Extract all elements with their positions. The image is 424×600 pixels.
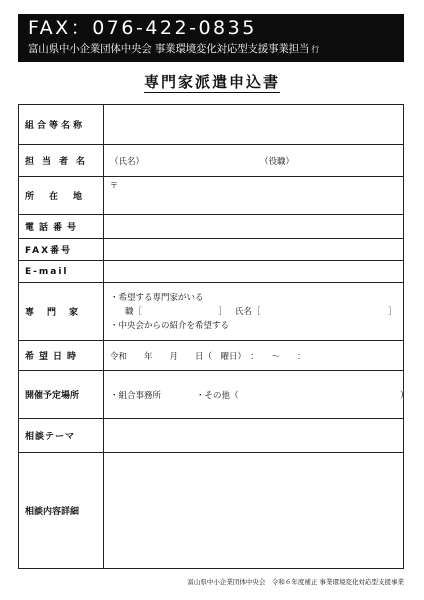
row-person — [19, 145, 404, 177]
label-org-name — [19, 105, 104, 145]
person-title-hint: （役職） — [260, 156, 295, 167]
row-details — [19, 453, 404, 569]
label-expert — [19, 283, 104, 341]
form-title — [0, 72, 424, 92]
expert-option-preferred[interactable]: ・希望する専門家がいる — [110, 292, 204, 303]
email-field[interactable] — [104, 261, 404, 283]
org-name-field[interactable] — [104, 105, 404, 145]
label-details — [19, 453, 104, 569]
row-topic — [19, 419, 404, 453]
row-email — [19, 261, 404, 283]
label-person — [19, 145, 104, 177]
label-topic — [19, 419, 104, 453]
label-details-text: 相談内容詳細 — [25, 507, 80, 517]
topic-field[interactable] — [104, 419, 404, 453]
row-org-name — [19, 105, 404, 145]
fax-banner — [18, 14, 404, 62]
postal-mark: 〒 — [110, 181, 118, 190]
label-address — [19, 177, 104, 215]
label-email — [19, 261, 104, 283]
expert-name[interactable]: 氏名［ ］ — [235, 306, 397, 317]
label-email-text: E-mail — [25, 266, 69, 277]
label-date — [19, 341, 104, 371]
row-address — [19, 177, 404, 215]
expert-option-referral[interactable]: ・中央会からの紹介を希望する — [110, 320, 230, 331]
venue-option-office[interactable]: ・組合事務所 — [110, 390, 162, 401]
label-person-text: 担当者名 — [25, 157, 94, 167]
label-topic-text: 相談テーマ — [25, 432, 76, 442]
expert-field[interactable] — [104, 283, 404, 341]
fax-field[interactable] — [104, 239, 404, 261]
phone-field[interactable] — [104, 215, 404, 239]
fax-recipient — [28, 40, 398, 59]
label-phone — [19, 215, 104, 239]
venue-field[interactable] — [104, 371, 409, 419]
row-phone — [19, 215, 404, 239]
label-venue-text: 開催予定場所 — [25, 391, 80, 401]
label-address-text: 所在地 — [25, 192, 98, 202]
details-field[interactable] — [104, 453, 404, 569]
fax-number: FAX：076-422-0835 — [28, 17, 257, 39]
address-field[interactable] — [104, 177, 404, 215]
label-date-text: 希望日時 — [25, 352, 82, 362]
person-name-hint: （氏名） — [110, 156, 145, 167]
venue-option-other[interactable]: ・その他（ ） — [196, 390, 409, 401]
form-title-text: 専門家派遣申込書 — [143, 73, 280, 91]
person-field[interactable] — [104, 145, 404, 177]
row-date — [19, 341, 404, 371]
application-form-table — [18, 104, 409, 569]
label-venue — [19, 371, 104, 419]
date-field[interactable] — [104, 341, 404, 371]
row-expert — [19, 283, 404, 341]
recipient-name: 富山県中小企業団体中央会 事業環境変化対応型支援事業担当 — [28, 43, 310, 55]
expert-detail-line — [110, 305, 403, 319]
label-org-name-text: 組合等名称 — [25, 121, 86, 131]
date-value: 令和 年 月 日（ 曜日） ： ～ ： — [110, 351, 306, 362]
label-phone-text: 電話番号 — [25, 223, 82, 233]
label-expert-text: 専門家 — [25, 308, 92, 318]
footer-organization: 富山県中小企業団体中央会 令和６年度補正 事業環境変化対応型支援事業 — [187, 578, 404, 586]
expert-occupation[interactable]: 職［ ］ — [125, 306, 228, 317]
recipient-suffix: 行 — [311, 45, 320, 54]
label-fax — [19, 239, 104, 261]
label-fax-text: FAX番号 — [25, 246, 73, 256]
row-fax — [19, 239, 404, 261]
row-venue — [19, 371, 404, 419]
